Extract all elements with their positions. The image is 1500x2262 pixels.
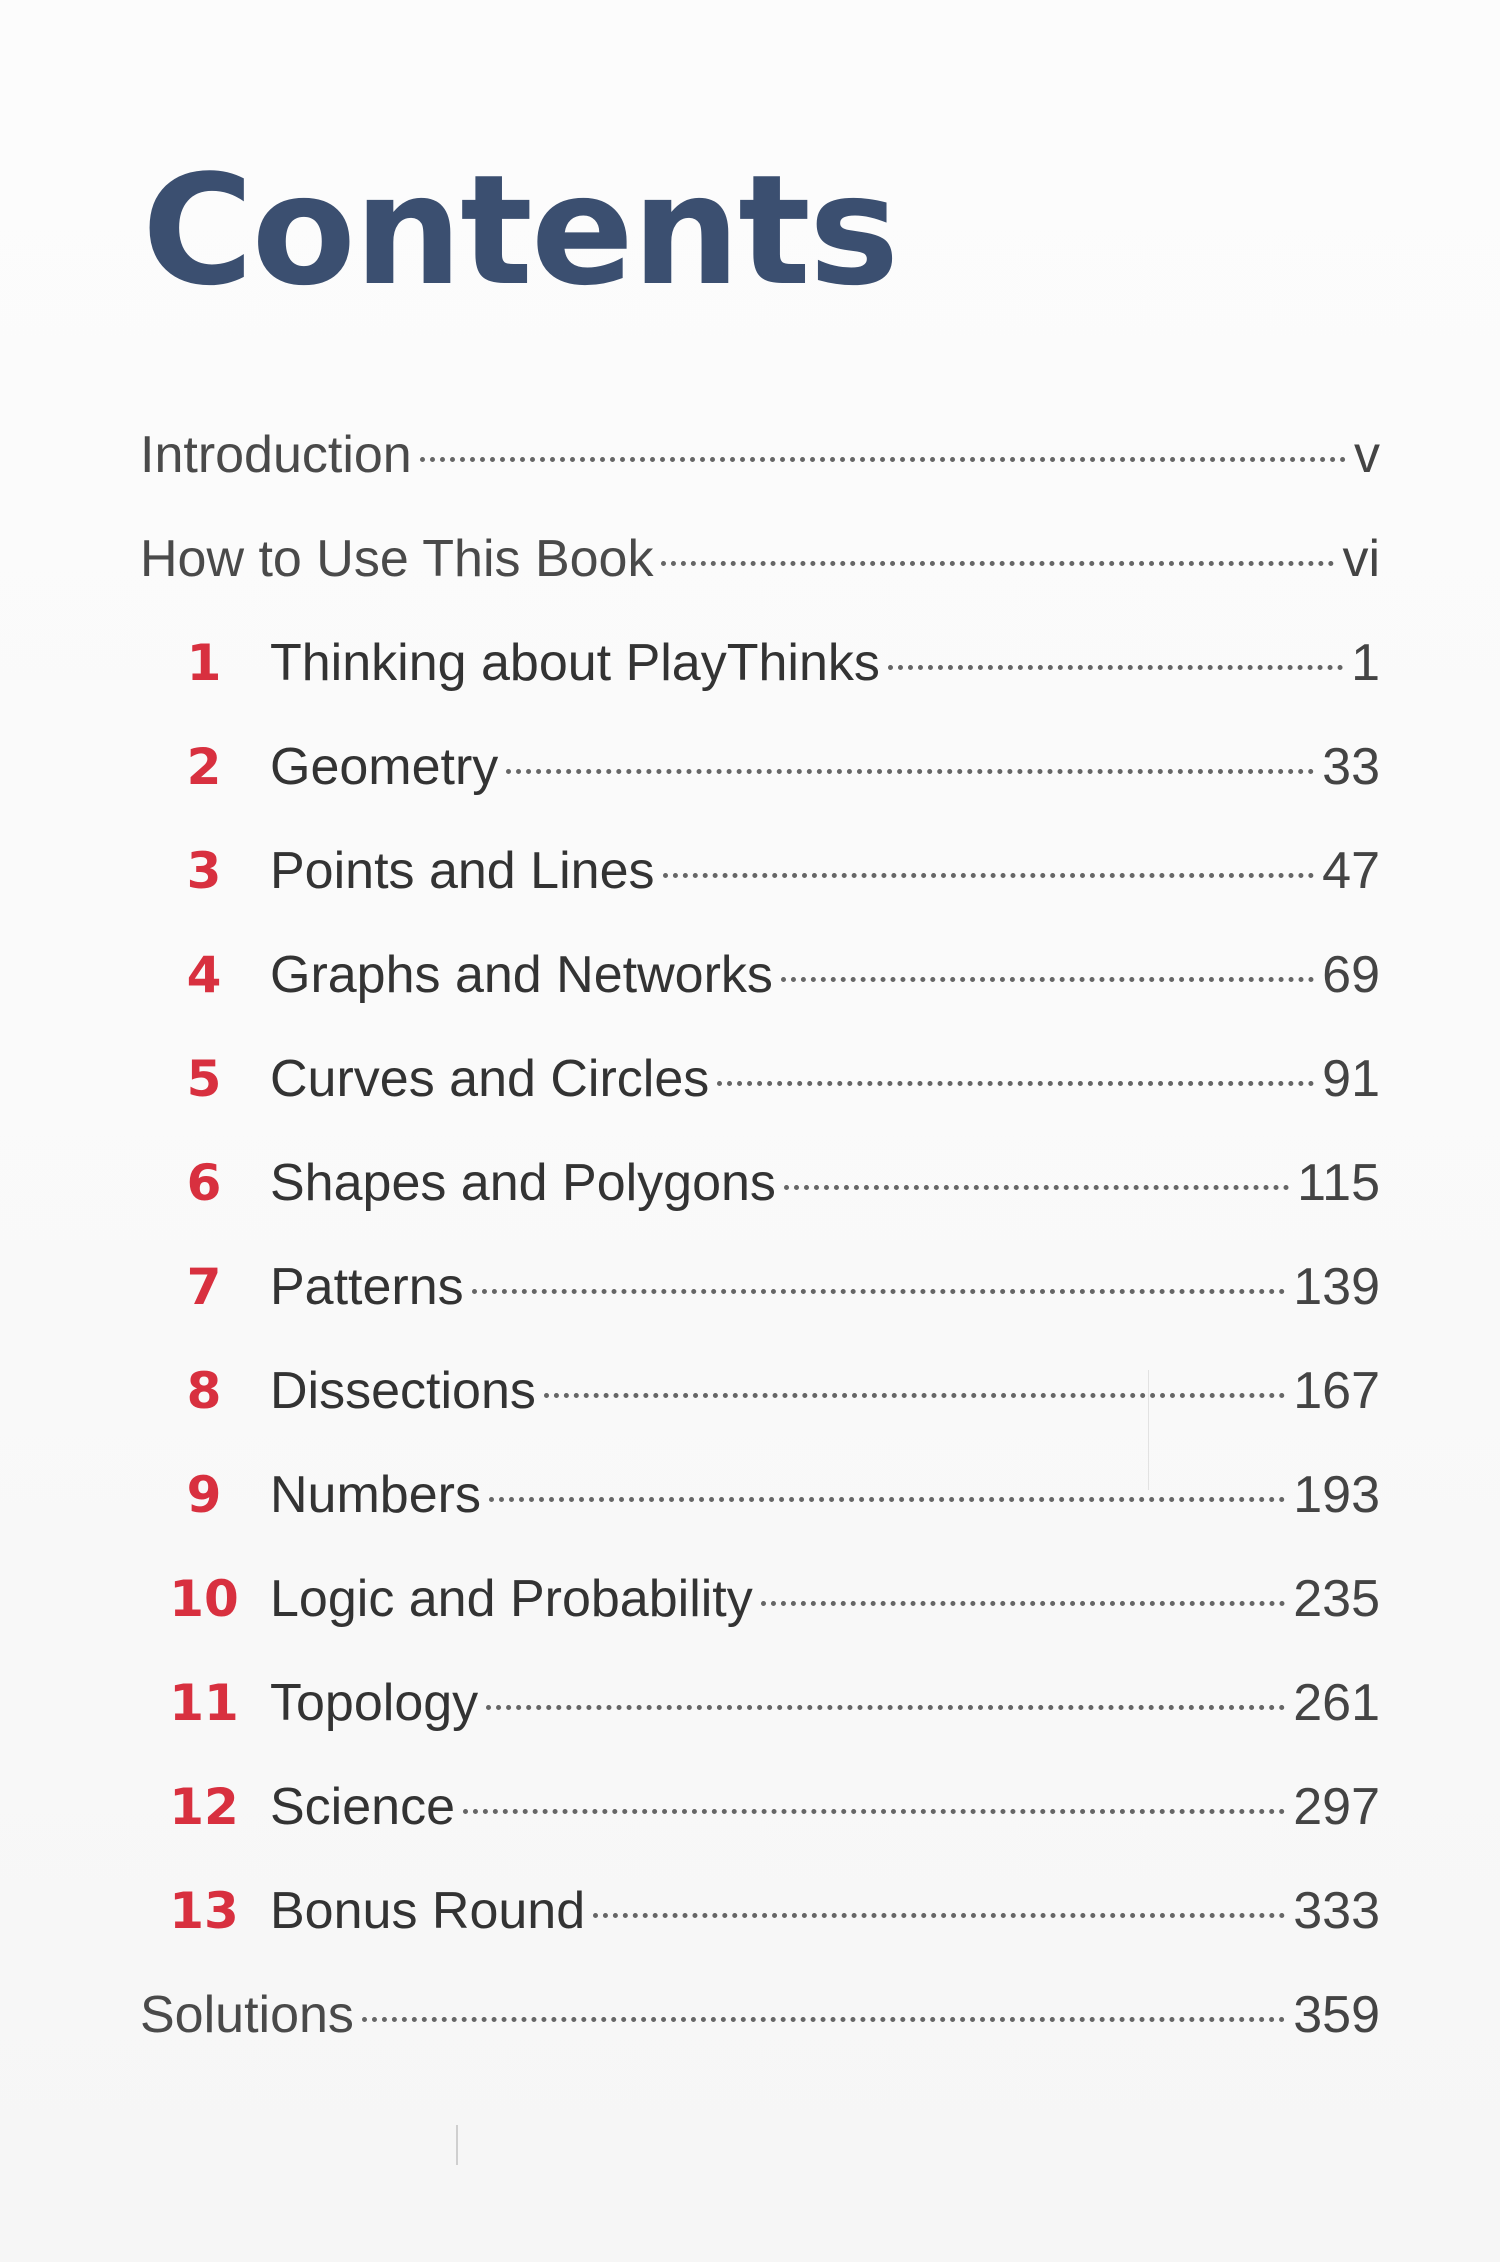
entry-page-number: v — [1354, 426, 1380, 484]
chapter-page-number: 1 — [1351, 634, 1380, 692]
page-title: Contents — [142, 142, 898, 319]
chapter-title: Patterns — [270, 1258, 464, 1316]
chapter-number: 6 — [186, 1154, 222, 1212]
chapter-page-number: 139 — [1293, 1258, 1380, 1316]
chapter-number: 2 — [186, 738, 222, 796]
dot-leader — [781, 977, 1314, 982]
chapter-page-number: 115 — [1297, 1154, 1380, 1212]
toc-chapter-2[interactable] — [140, 737, 1380, 841]
chapter-page-number: 193 — [1293, 1466, 1380, 1524]
chapter-page-number: 33 — [1322, 738, 1380, 796]
dot-leader — [420, 457, 1346, 462]
chapter-page-number: 261 — [1293, 1674, 1380, 1732]
scan-mark — [1148, 1370, 1149, 1490]
chapter-title: Geometry — [270, 738, 499, 796]
dot-leader — [784, 1185, 1289, 1190]
toc-chapter-12[interactable] — [140, 1777, 1380, 1881]
dot-leader — [661, 561, 1334, 566]
chapter-title: Shapes and Polygons — [270, 1154, 776, 1212]
chapter-title: Logic and Probability — [270, 1570, 753, 1628]
toc-chapter-11[interactable] — [140, 1673, 1380, 1777]
toc-chapter-9[interactable] — [140, 1465, 1380, 1569]
toc-chapter-3[interactable] — [140, 841, 1380, 945]
chapter-number: 1 — [186, 634, 222, 692]
chapter-title: Graphs and Networks — [270, 946, 773, 1004]
chapter-number: 5 — [186, 1050, 222, 1108]
toc-chapter-4[interactable] — [140, 945, 1380, 1049]
entry-page-number: vi — [1342, 530, 1380, 588]
dot-leader — [888, 665, 1343, 670]
entry-page-number: 359 — [1293, 1986, 1380, 2044]
chapter-page-number: 47 — [1322, 842, 1380, 900]
dot-leader — [663, 873, 1315, 878]
dot-leader — [489, 1497, 1285, 1502]
chapter-number: 4 — [186, 946, 222, 1004]
dot-leader — [486, 1705, 1285, 1710]
dot-leader — [472, 1289, 1286, 1294]
chapter-number: 8 — [186, 1362, 222, 1420]
toc-chapter-7[interactable] — [140, 1257, 1380, 1361]
chapter-title: Curves and Circles — [270, 1050, 710, 1108]
toc-chapter-6[interactable] — [140, 1153, 1380, 1257]
toc-chapter-13[interactable] — [140, 1881, 1380, 1985]
dot-leader — [593, 1913, 1285, 1918]
dot-leader — [362, 2017, 1285, 2022]
chapter-page-number: 235 — [1293, 1570, 1380, 1628]
chapter-page-number: 69 — [1322, 946, 1380, 1004]
chapter-title: Points and Lines — [270, 842, 655, 900]
toc-chapter-1[interactable] — [140, 633, 1380, 737]
dot-leader — [761, 1601, 1285, 1606]
toc-chapter-10[interactable] — [140, 1569, 1380, 1673]
toc-entry-introduction[interactable] — [140, 425, 1380, 529]
chapter-number: 13 — [169, 1882, 239, 1940]
chapter-title: Thinking about PlayThinks — [270, 634, 880, 692]
toc-chapter-5[interactable] — [140, 1049, 1380, 1153]
chapter-number: 11 — [169, 1674, 239, 1732]
chapter-page-number: 297 — [1293, 1778, 1380, 1836]
dot-leader — [544, 1393, 1285, 1398]
entry-label: Solutions — [140, 1986, 354, 2044]
entry-label: How to Use This Book — [140, 530, 654, 588]
chapter-title: Bonus Round — [270, 1882, 586, 1940]
chapter-page-number: 333 — [1293, 1882, 1380, 1940]
chapter-page-number: 91 — [1322, 1050, 1380, 1108]
chapter-number: 3 — [186, 842, 222, 900]
chapter-number: 12 — [169, 1778, 239, 1836]
toc-entry-solutions[interactable] — [140, 1985, 1380, 2089]
table-of-contents — [140, 425, 1380, 2089]
dot-leader — [506, 769, 1314, 774]
chapter-number: 7 — [186, 1258, 222, 1316]
chapter-title: Topology — [270, 1674, 479, 1732]
chapter-title: Dissections — [270, 1362, 536, 1420]
chapter-number: 10 — [169, 1570, 239, 1628]
entry-label: Introduction — [140, 426, 412, 484]
scan-mark — [456, 2125, 458, 2165]
dot-leader — [717, 1081, 1314, 1086]
chapter-title: Numbers — [270, 1466, 481, 1524]
chapter-page-number: 167 — [1293, 1362, 1380, 1420]
dot-leader — [463, 1809, 1285, 1814]
chapter-number: 9 — [186, 1466, 222, 1524]
toc-entry-how-to-use[interactable] — [140, 529, 1380, 633]
toc-chapter-8[interactable] — [140, 1361, 1380, 1465]
chapter-title: Science — [270, 1778, 455, 1836]
